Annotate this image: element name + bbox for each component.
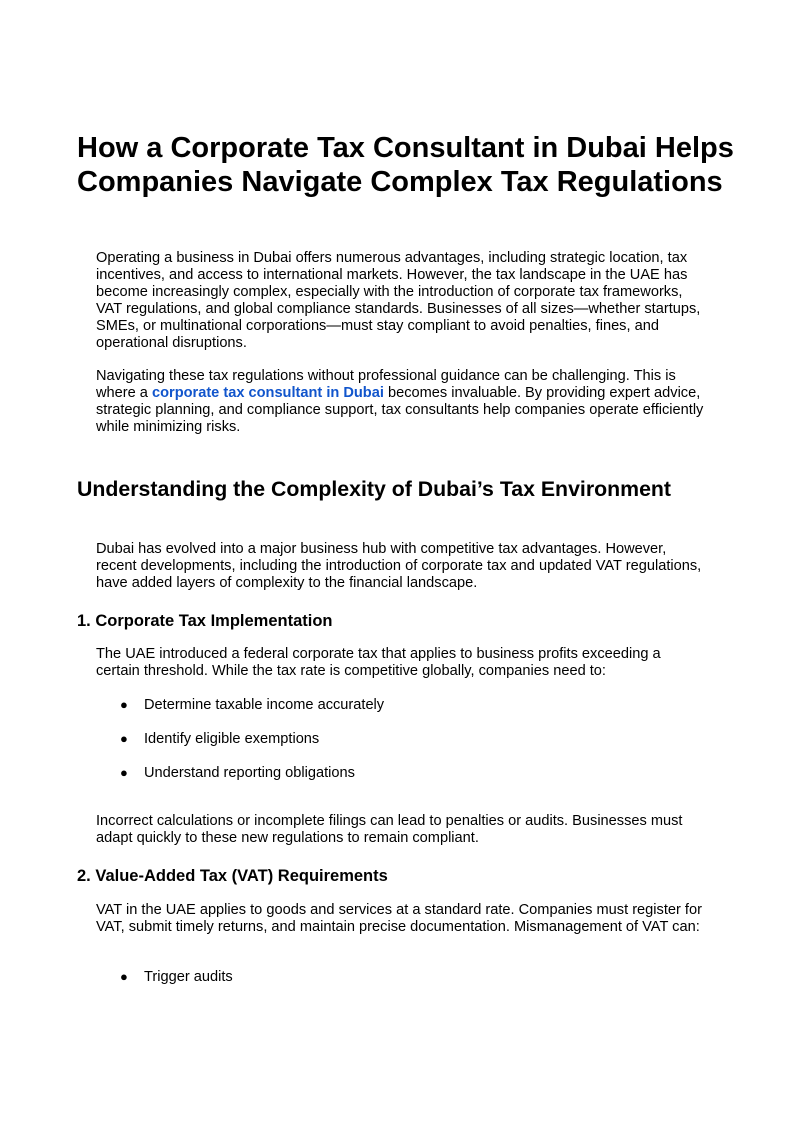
- list-item: [120, 764, 355, 782]
- section-heading-tax-environment: Understanding the Complexity of Dubai’s Tax Environment: [77, 477, 672, 501]
- intro-text-after-link: becomes invaluable. By providing expert advice, strategic planning, and compliance support, tax consultants help companies operate efficiently while minimizing risks.: [96, 385, 704, 435]
- list-item: [120, 968, 233, 986]
- vat-paragraph-1: VAT in the UAE applies to goods and services at a standard rate. Companies must register for VAT, submit timely returns, and maintain precise documentation. Mismanagement of VAT can:: [96, 902, 702, 935]
- list-item-text: Identify eligible exemptions: [144, 731, 320, 747]
- subheading-vat-requirements: 2. Value-Added Tax (VAT) Requirements: [77, 867, 388, 885]
- page-title: How a Corporate Tax Consultant in Dubai Helps Companies Navigate Complex Tax Regulations: [77, 132, 734, 198]
- corporate-tax-paragraph-2: Incorrect calculations or incomplete filings can lead to penalties or audits. Businesses must adapt quickly to these new regulations to remain compliant.: [96, 813, 683, 846]
- list-item-text: Trigger audits: [144, 969, 233, 985]
- intro-text-before-link: Navigating these tax regulations without professional guidance can be challenging. This is where a: [96, 368, 676, 401]
- subheading-corporate-tax: 1. Corporate Tax Implementation: [77, 612, 333, 630]
- section-paragraph-tax-environment: Dubai has evolved into a major business hub with competitive tax advantages. However, recent developments, including the introduction of corporate tax and updated VAT regulations, have added layers of complexity to the financial landscape.: [96, 541, 702, 591]
- bullet-icon: ●: [120, 697, 128, 712]
- intro-paragraph-2: [96, 368, 706, 436]
- corporate-tax-consultant-link[interactable]: corporate tax consultant in Dubai: [151, 385, 384, 401]
- bullet-icon: ●: [120, 731, 128, 746]
- corporate-tax-paragraph-1: The UAE introduced a federal corporate tax that applies to business profits exceeding a certain threshold. While the tax rate is competitive globally, companies need to:: [96, 646, 661, 679]
- bullet-icon: ●: [120, 969, 128, 984]
- bullet-icon: ●: [120, 765, 128, 780]
- list-item-text: Understand reporting obligations: [144, 765, 355, 781]
- list-item: [120, 696, 384, 714]
- intro-paragraph-1: Operating a business in Dubai offers numerous advantages, including strategic location, tax incentives, and access to international markets. However, the tax landscape in the UAE has become increasingly complex, especially with the introduction of corporate tax frameworks, VAT regulations, and global compliance standards. Businesses of all sizes—whether startups, SMEs, or multinational corporations—must stay compliant to avoid penalties, fines, and operational disruptions.: [96, 250, 701, 351]
- list-item-text: Determine taxable income accurately: [144, 697, 385, 713]
- list-item: [120, 730, 319, 748]
